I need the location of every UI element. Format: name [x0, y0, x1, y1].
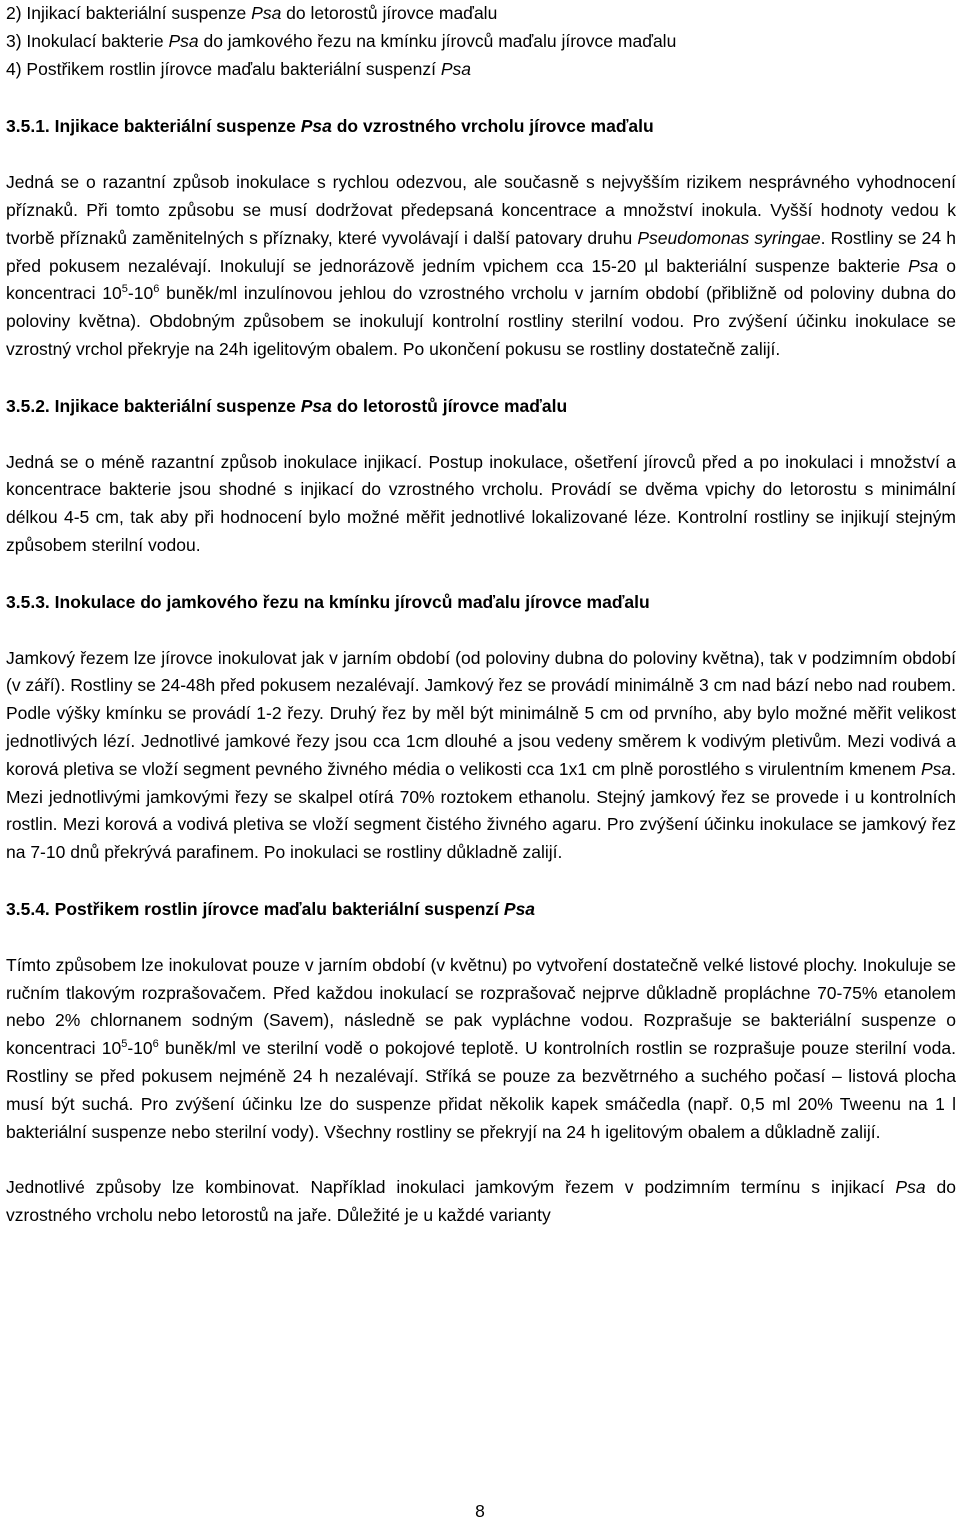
list-item: 3) Inokulací bakterie Psa do jamkového řezu na kmínku jírovců maďalu jírovce maďalu: [6, 30, 677, 51]
page-number: 8: [475, 1501, 485, 1521]
list-item: 4) Postřikem rostlin jírovce maďalu bakteriální suspenzí Psa: [6, 58, 471, 79]
paragraph: Jednotlivé způsoby lze kombinovat. Například inokulaci jamkovým řezem v podzimním termínu s injikací Psa do vzrostného vrcholu nebo letorostů na jaře. Důležité je u každé varianty: [6, 1177, 957, 1226]
inoculation-methods-list: [6, 0, 956, 83]
exponent: 6: [153, 283, 160, 296]
paragraph: Tímto způsobem lze inokulovat pouze v jarním období (v květnu) po vytvoření dostatečně velké listové plochy. Inokuluje se ručním tlakovým rozprašovačem. Před každou inokulací se rozprašovač nejprve důkladně propláchne 70-75% etanolem nebo 2% chlornanem sodným (Savem), následně se pak vypláchne vodou. Rozprašuje se bakteriální suspenze o koncentraci $10^5-10^6$ buněk/ml ve sterilní vodě o pokojové teplotě. U kontrolních rostlin se rozprašuje pouze sterilní voda. Rostliny se před pokusem nejméně 24 h nezalévají. Stříká se pouze za bezvětrného a suchého počasí – listová plocha musí být suchá. Pro zvýšení účinku lze do suspenze přidat několik kapek smáčedla (např. 0,5 ml 20% Tweenu na 1 l bakteriální suspenze nebo sterilní vody). Všechny rostliny se překryjí na 24 h igelitovým obalem a důkladně zalijí.: [6, 954, 956, 1142]
italic-term: Psa: [300, 116, 332, 137]
italic-term: Psa: [908, 255, 939, 276]
italic-term: Psa: [920, 758, 952, 779]
section-heading: 3.5.1. Injikace bakteriální suspenze Psa do vzrostného vrcholu jírovce maďalu: [6, 116, 654, 137]
section-heading: 3.5.4. Postřikem rostlin jírovce maďalu bakteriální suspenzí Psa: [6, 898, 536, 919]
italic-term: Psa: [168, 30, 199, 51]
section-3-5-1: [6, 113, 956, 363]
section-3-5-3: [6, 589, 956, 867]
italic-term: Pseudomonas syringae: [637, 227, 821, 248]
paragraph: Jedná se o méně razantní způsob inokulace injikací. Postup inokulace, ošetření jírovců před a po inokulaci i množství a koncentrace bakterie jsou shodné s injikací do vzrostného vrcholu. Provádí se dvěma vpichy do letorostu s minimální délkou 4-5 cm, tak aby při hodnocení bylo možné měřit jednotlivé lokalizované léze. Kontrolní rostliny se injikují stejným způsobem sterilní vodou.: [6, 451, 956, 555]
italic-term: Psa: [440, 58, 471, 79]
section-3-5-2: [6, 393, 956, 560]
section-heading: 3.5.2. Injikace bakteriální suspenze Psa do letorostů jírovce maďalu: [6, 395, 568, 416]
paragraph: Jamkový řezem lze jírovce inokulovat jak v jarním období (od poloviny dubna do poloviny května), tak v podzimním období (v září). Rostliny se 24-48h před pokusem nezalévají. Jamkový řez se provádí minimálně 3 cm nad bází nebo nad roubem. Podle výšky kmínku se provádí 1-2 řezy. Druhý řez by měl být minimálně 5 cm od prvního, aby bylo možné měřit velikost jednotlivých lézí. Jednotlivé jamkové řezy jsou cca 1cm dlouhé a jsou vedeny směrem k vodivým pletivům. Mezi vodivá a korová pletiva se vloží segment pevného živného média o velikosti cca 1x1 cm plně porostlého s virulentním kmenem Psa. Mezi jednotlivými jamkovými řezy se skalpel otírá 70% roztokem ethanolu. Stejný jamkový řez se provede i u kontrolních rostlin. Mezi korová a vodivá pletiva se vloží segment čistého živného agaru. Pro zvýšení účinku inokulace se jamkový řez na 7-10 dnů překrývá parafinem. Po inokulaci se rostliny důkladně zalijí.: [6, 647, 956, 863]
document-page: [6, 0, 956, 1230]
list-item: 2) Injikací bakteriální suspenze Psa do letorostů jírovce maďalu: [6, 3, 498, 23]
italic-term: Psa: [251, 3, 282, 23]
exponent: 6: [152, 1038, 159, 1051]
exponent: 5: [121, 1038, 128, 1051]
section-3-5-4: [6, 896, 956, 1230]
paragraph: Jedná se o razantní způsob inokulace s rychlou odezvou, ale současně s nejvyšším rizikem nesprávného vyhodnocení příznaků. Při tomto způsobu se musí dodržovat předepsaná koncentrace a množství inokula. Vyšší hodnoty vedou k tvorbě příznaků zaměnitelných s příznaky, které vyvolávají i další patovary druhu Pseudomonas syringae. Rostliny se 24 h před pokusem nezalévají. Inokulují se jednorázově jedním vpichem cca 15-20 µl bakteriální suspenze bakterie Psa o koncentraci $10^5-10^6$ buněk/ml inzulínovou jehlou do vzrostného vrcholu v jarním období (přibližně od poloviny dubna do poloviny května). Obdobným způsobem se inokulují kontrolní rostliny sterilní vodou. Pro zvýšení účinku inokulace se vzrostný vrchol překryje na 24h igelitovým obalem. Po ukončení pokusu se rostliny dostatečně zalijí.: [6, 172, 957, 359]
italic-term: Psa: [300, 395, 332, 416]
italic-term: Psa: [503, 898, 536, 919]
italic-term: Psa: [895, 1177, 926, 1198]
exponent: 5: [121, 283, 128, 296]
section-heading: 3.5.3. Inokulace do jamkového řezu na kmínku jírovců maďalu jírovce maďalu: [6, 591, 650, 612]
